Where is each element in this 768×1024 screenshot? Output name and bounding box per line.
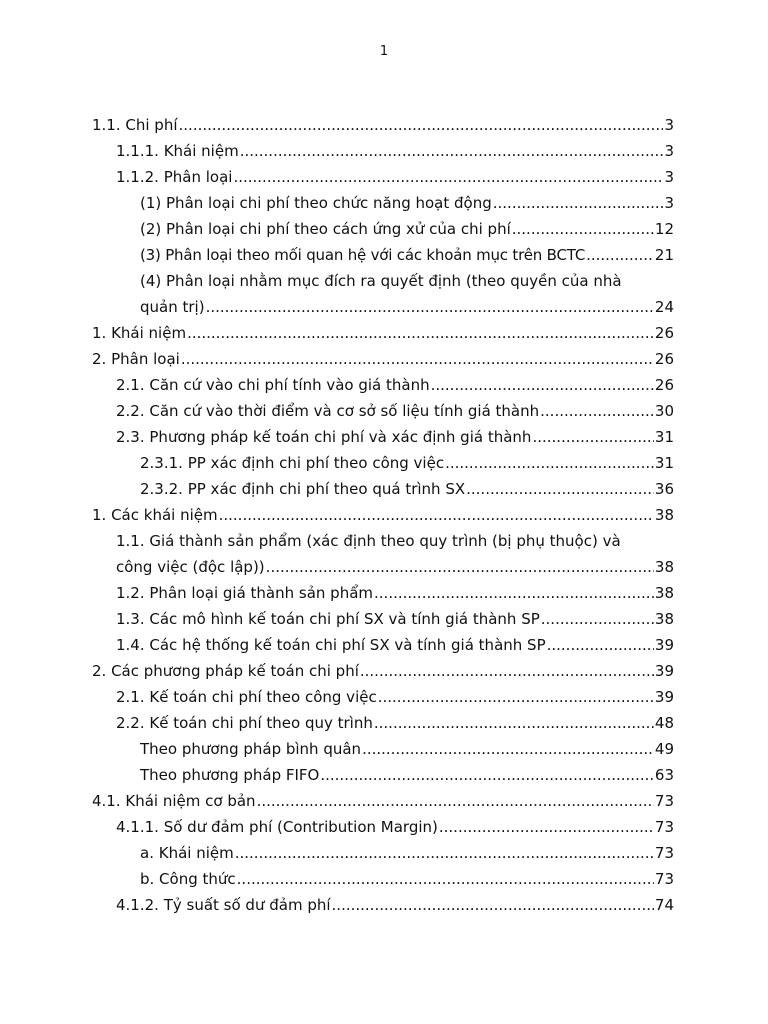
toc-entry-page: 3: [664, 194, 674, 212]
toc-leader-dots: [181, 346, 654, 372]
toc-leader-dots: [532, 424, 653, 450]
toc-leader-dots: [233, 164, 663, 190]
toc-entry-title: 2.3.2. PP xác định chi phí theo quá trình SX: [140, 480, 466, 498]
toc-entry[interactable]: [92, 658, 674, 684]
toc-entry[interactable]: [92, 424, 674, 450]
toc-entry-title: 4.1.2. Tỷ suất số dư đảm phí: [116, 896, 331, 914]
toc-entry-title: 2. Phân loại: [92, 350, 180, 368]
toc-entry[interactable]: [92, 866, 674, 892]
toc-entry-title: quản trị): [140, 298, 205, 316]
toc-entry-page: 73: [654, 870, 674, 888]
toc-entry-title: 1. Khái niệm: [92, 324, 187, 342]
toc-entry-page: 73: [654, 792, 674, 810]
toc-entry-page: 73: [654, 844, 674, 862]
toc-entry-title: b. Công thức: [140, 870, 236, 888]
toc-entry-title: 4.1. Khái niệm cơ bản: [92, 792, 256, 810]
toc-entry-page: 63: [654, 766, 674, 784]
toc-leader-dots: [586, 242, 654, 268]
toc-entry-page: 73: [654, 818, 674, 836]
toc-leader-dots: [374, 710, 654, 736]
toc-entry-title: 1.2. Phân loại giá thành sản phẩm: [116, 584, 374, 602]
toc-entry-page: 38: [654, 584, 674, 602]
toc-entry-page: 38: [654, 610, 674, 628]
toc-entry[interactable]: [92, 138, 674, 164]
toc-entry-page: 49: [654, 740, 674, 758]
toc-entry-page: 48: [654, 714, 674, 732]
toc-entry-title: 2.1. Căn cứ vào chi phí tính vào giá thành: [116, 376, 430, 394]
toc-leader-dots: [493, 190, 664, 216]
toc-entry-page: 39: [654, 662, 674, 680]
toc-entry-title: 1. Các khái niệm: [92, 506, 218, 524]
toc-entry-title: 2.3.1. PP xác định chi phí theo công việc: [140, 454, 445, 472]
toc-entry-page: 26: [654, 324, 674, 342]
toc-entry-title: 2. Các phương pháp kế toán chi phí: [92, 662, 359, 680]
toc-entry-page: 38: [654, 558, 674, 576]
toc-entry-page: 39: [654, 636, 674, 654]
toc-entry[interactable]: [92, 736, 674, 762]
toc-entry-page: 30: [654, 402, 674, 420]
toc-entry[interactable]: [92, 112, 674, 138]
toc-entry-page: 24: [654, 298, 674, 316]
toc-leader-dots: [206, 294, 654, 320]
toc-entry-title: 2.3. Phương pháp kế toán chi phí và xác định giá thành: [116, 428, 532, 446]
toc-entry[interactable]: [92, 398, 674, 424]
toc-leader-dots: [431, 372, 654, 398]
toc-entry-title-line1: 1.1. Giá thành sản phẩm (xác định theo quy trình (bị phụ thuộc) và: [116, 532, 621, 550]
toc-entry-title: 4.1.1. Số dư đảm phí (Contribution Margin): [116, 818, 438, 836]
toc-leader-dots: [320, 762, 654, 788]
toc-entry-title: 1.3. Các mô hình kế toán chi phí SX và tính giá thành SP: [116, 610, 540, 628]
toc-entry[interactable]: [92, 242, 674, 268]
table-of-contents: [92, 112, 674, 918]
toc-leader-dots: [512, 216, 654, 242]
toc-entry-title: 1.1.2. Phân loại: [116, 168, 233, 186]
toc-leader-dots: [332, 892, 654, 918]
toc-entry[interactable]: [92, 450, 674, 476]
toc-entry[interactable]: [92, 216, 674, 242]
toc-entry[interactable]: [92, 502, 674, 528]
toc-entry-title: 2.2. Căn cứ vào thời điểm và cơ sở số liệu tính giá thành: [116, 402, 540, 420]
toc-leader-dots: [187, 320, 654, 346]
toc-entry-title: 1.1.1. Khái niệm: [116, 142, 239, 160]
toc-leader-dots: [219, 502, 654, 528]
toc-leader-dots: [266, 554, 654, 580]
toc-entry[interactable]: [92, 684, 674, 710]
toc-entry-title: (1) Phân loại chi phí theo chức năng hoạt động: [140, 194, 492, 212]
toc-entry[interactable]: [92, 840, 674, 866]
toc-entry-title: Theo phương pháp FIFO: [140, 766, 320, 784]
toc-entry-page: 74: [654, 896, 674, 914]
toc-entry[interactable]: [92, 788, 674, 814]
toc-entry[interactable]: [92, 814, 674, 840]
toc-entry[interactable]: [92, 346, 674, 372]
toc-entry[interactable]: [92, 528, 674, 580]
toc-entry-page: 26: [654, 376, 674, 394]
toc-leader-dots: [360, 658, 654, 684]
toc-leader-dots: [362, 736, 654, 762]
toc-entry-page: 26: [654, 350, 674, 368]
toc-leader-dots: [378, 684, 654, 710]
toc-entry-page: 21: [654, 246, 674, 264]
toc-leader-dots: [540, 398, 654, 424]
toc-entry-page: 38: [654, 506, 674, 524]
toc-entry[interactable]: [92, 710, 674, 736]
toc-entry-title: (3) Phân loại theo mối quan hệ với các khoản mục trên BCTC: [140, 246, 586, 264]
toc-leader-dots: [240, 138, 664, 164]
toc-entry-page: 12: [654, 220, 674, 238]
toc-leader-dots: [547, 632, 654, 658]
toc-entry-page: 3: [664, 116, 674, 134]
toc-entry[interactable]: [92, 190, 674, 216]
toc-entry-page: 31: [654, 454, 674, 472]
toc-entry[interactable]: [92, 268, 674, 320]
toc-entry[interactable]: [92, 320, 674, 346]
toc-entry-title: Theo phương pháp bình quân: [140, 740, 362, 758]
toc-leader-dots: [257, 788, 654, 814]
toc-entry-page: 39: [654, 688, 674, 706]
toc-leader-dots: [179, 112, 664, 138]
toc-entry[interactable]: [92, 892, 674, 918]
toc-entry[interactable]: [92, 580, 674, 606]
toc-leader-dots: [237, 866, 654, 892]
toc-entry-page: 36: [654, 480, 674, 498]
toc-entry-page: 3: [664, 168, 674, 186]
toc-leader-dots: [466, 476, 654, 502]
toc-leader-dots: [439, 814, 654, 840]
toc-entry-page: 31: [654, 428, 674, 446]
toc-entry-title: công việc (độc lập)): [116, 558, 265, 576]
toc-entry-title: a. Khái niệm: [140, 844, 234, 862]
toc-entry[interactable]: [92, 632, 674, 658]
toc-entry-title: 1.4. Các hệ thống kế toán chi phí SX và tính giá thành SP: [116, 636, 546, 654]
toc-leader-dots: [541, 606, 654, 632]
toc-entry[interactable]: [92, 762, 674, 788]
toc-leader-dots: [235, 840, 654, 866]
toc-entry[interactable]: [92, 476, 674, 502]
toc-entry-title: (2) Phân loại chi phí theo cách ứng xử của chi phí: [140, 220, 511, 238]
toc-entry[interactable]: [92, 372, 674, 398]
toc-leader-dots: [374, 580, 654, 606]
toc-entry-title: 1.1. Chi phí: [92, 116, 178, 134]
toc-entry[interactable]: [92, 164, 674, 190]
toc-leader-dots: [445, 450, 654, 476]
toc-entry[interactable]: [92, 606, 674, 632]
toc-entry-page: 3: [664, 142, 674, 160]
page-number: 1: [379, 44, 389, 59]
toc-entry-title-line1: (4) Phân loại nhằm mục đích ra quyết định (theo quyền của nhà: [140, 272, 622, 290]
toc-entry-title: 2.1. Kế toán chi phí theo công việc: [116, 688, 377, 706]
toc-entry-title: 2.2. Kế toán chi phí theo quy trình: [116, 714, 373, 732]
